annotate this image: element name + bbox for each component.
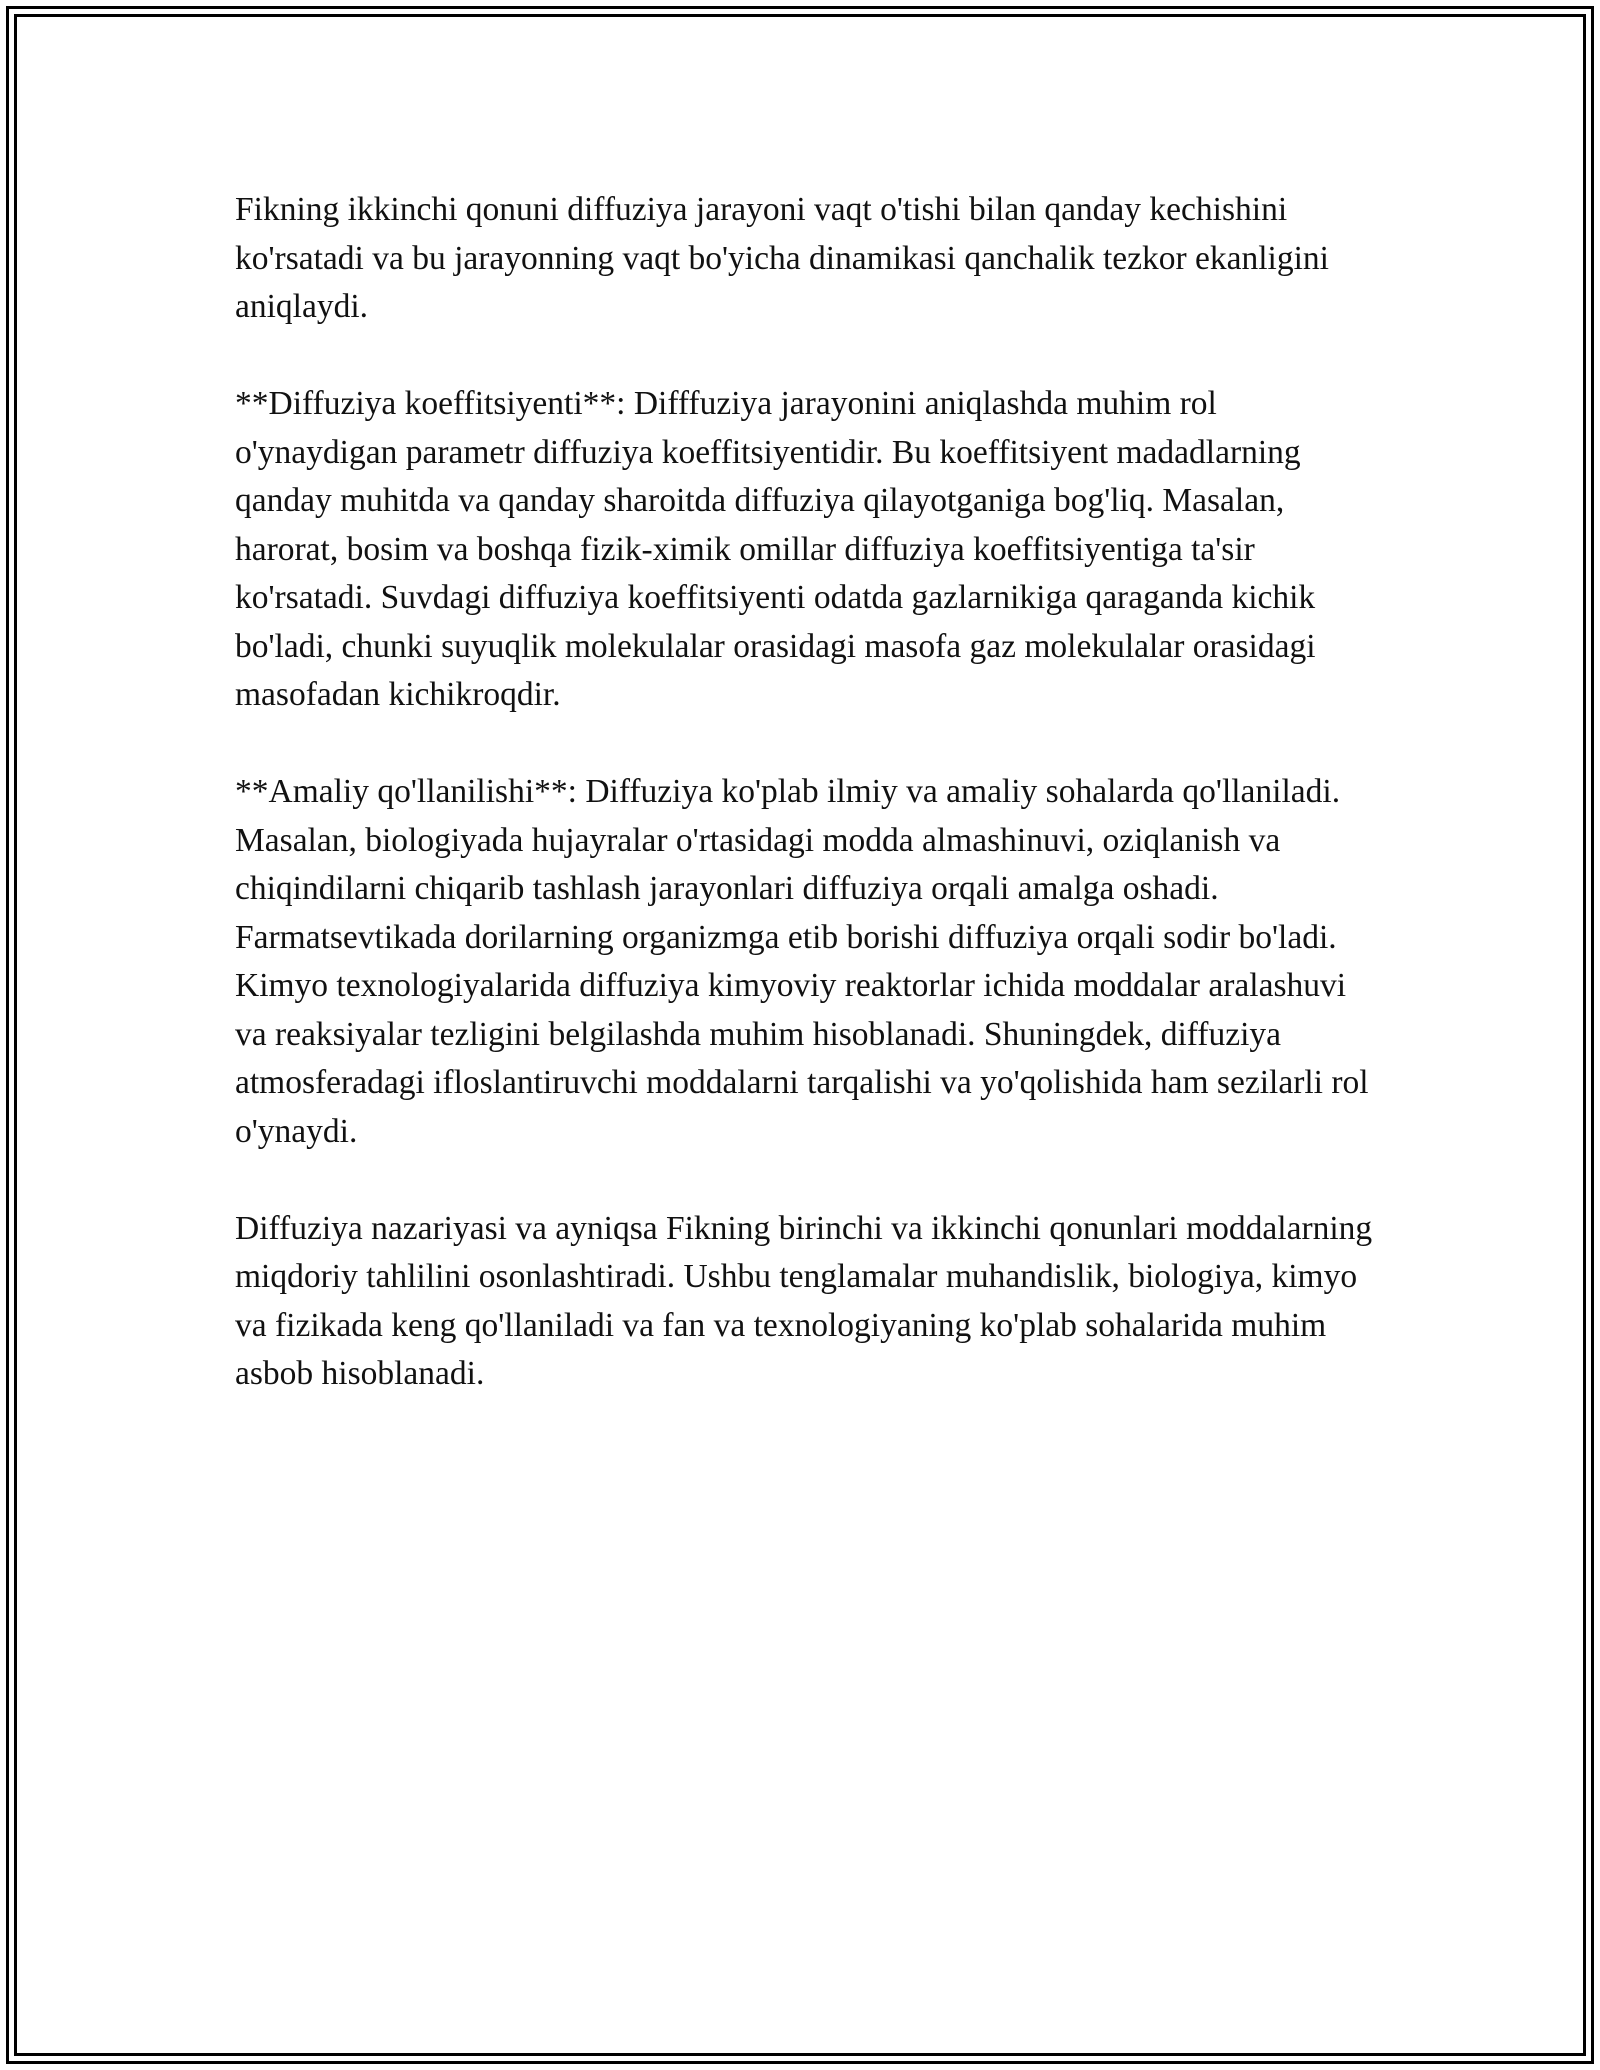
paragraph-fick-second-law: Fikning ikkinchi qonuni diffuziya jarayoni vaqt o'tishi bilan qanday kechishini ko'rsatadi va bu jarayonning vaqt bo'yicha dinamikasi qanchalik tezkor ekanligini aniqlaydi. xyxy=(235,191,1329,325)
paragraph-practical-applications: **Amaliy qo'llanilishi**: Diffuziya ko'plab ilmiy va amaliy sohalarda qo'llaniladi. Masalan, biologiyada hujayralar o'rtasidagi modda almashinuvi, oziqlanish va chiqindilarni chiqarib tashlash jarayonlari diffuziya orqali amalga oshadi. Farmatsevtikada dorilarning organizmga etib borishi diffuziya orqali sodir bo'ladi. Kimyo texnologiyalarida diffuziya kimyoviy reaktorlar ichida moddalar aralashuvi va reaksiyalar tezligini belgilashda muhim hisoblanadi. Shuningdek, diffuziya atmosferadagi ifloslantiruvchi moddalarni tarqalishi va yo'qolishida ham sezilarli rol o'ynaydi. xyxy=(235,773,1369,1150)
paragraph-diffusion-coefficient: **Diffuziya koeffitsiyenti**: Difffuziya jarayonini aniqlashda muhim rol o'ynaydigan parametr diffuziya koeffitsiyentidir. Bu koeffitsiyent madadlarning qanday muhitda va qanday sharoitda diffuziya qilayotganiga bog'liq. Masalan, harorat, bosim va boshqa fizik-ximik omillar diffuziya koeffitsiyentiga ta'sir ko'rsatadi. Suvdagi diffuziya koeffitsiyenti odatda gazlarnikiga qaraganda kichik bo'ladi, chunki suyuqlik molekulalar orasidagi masofa gaz molekulalar orasidagi masofadan kichikroqdir. xyxy=(235,385,1316,713)
paragraph-conclusion: Diffuziya nazariyasi va ayniqsa Fikning birinchi va ikkinchi qonunlari moddalarning miqdoriy tahlilini osonlashtiradi. Ushbu tenglamalar muhandislik, biologiya, kimyo va fizikada keng qo'llaniladi va fan va texnologiyaning ko'plab sohalarida muhim asbob hisoblanadi. xyxy=(235,1209,1373,1392)
document-body xyxy=(235,186,1385,1447)
